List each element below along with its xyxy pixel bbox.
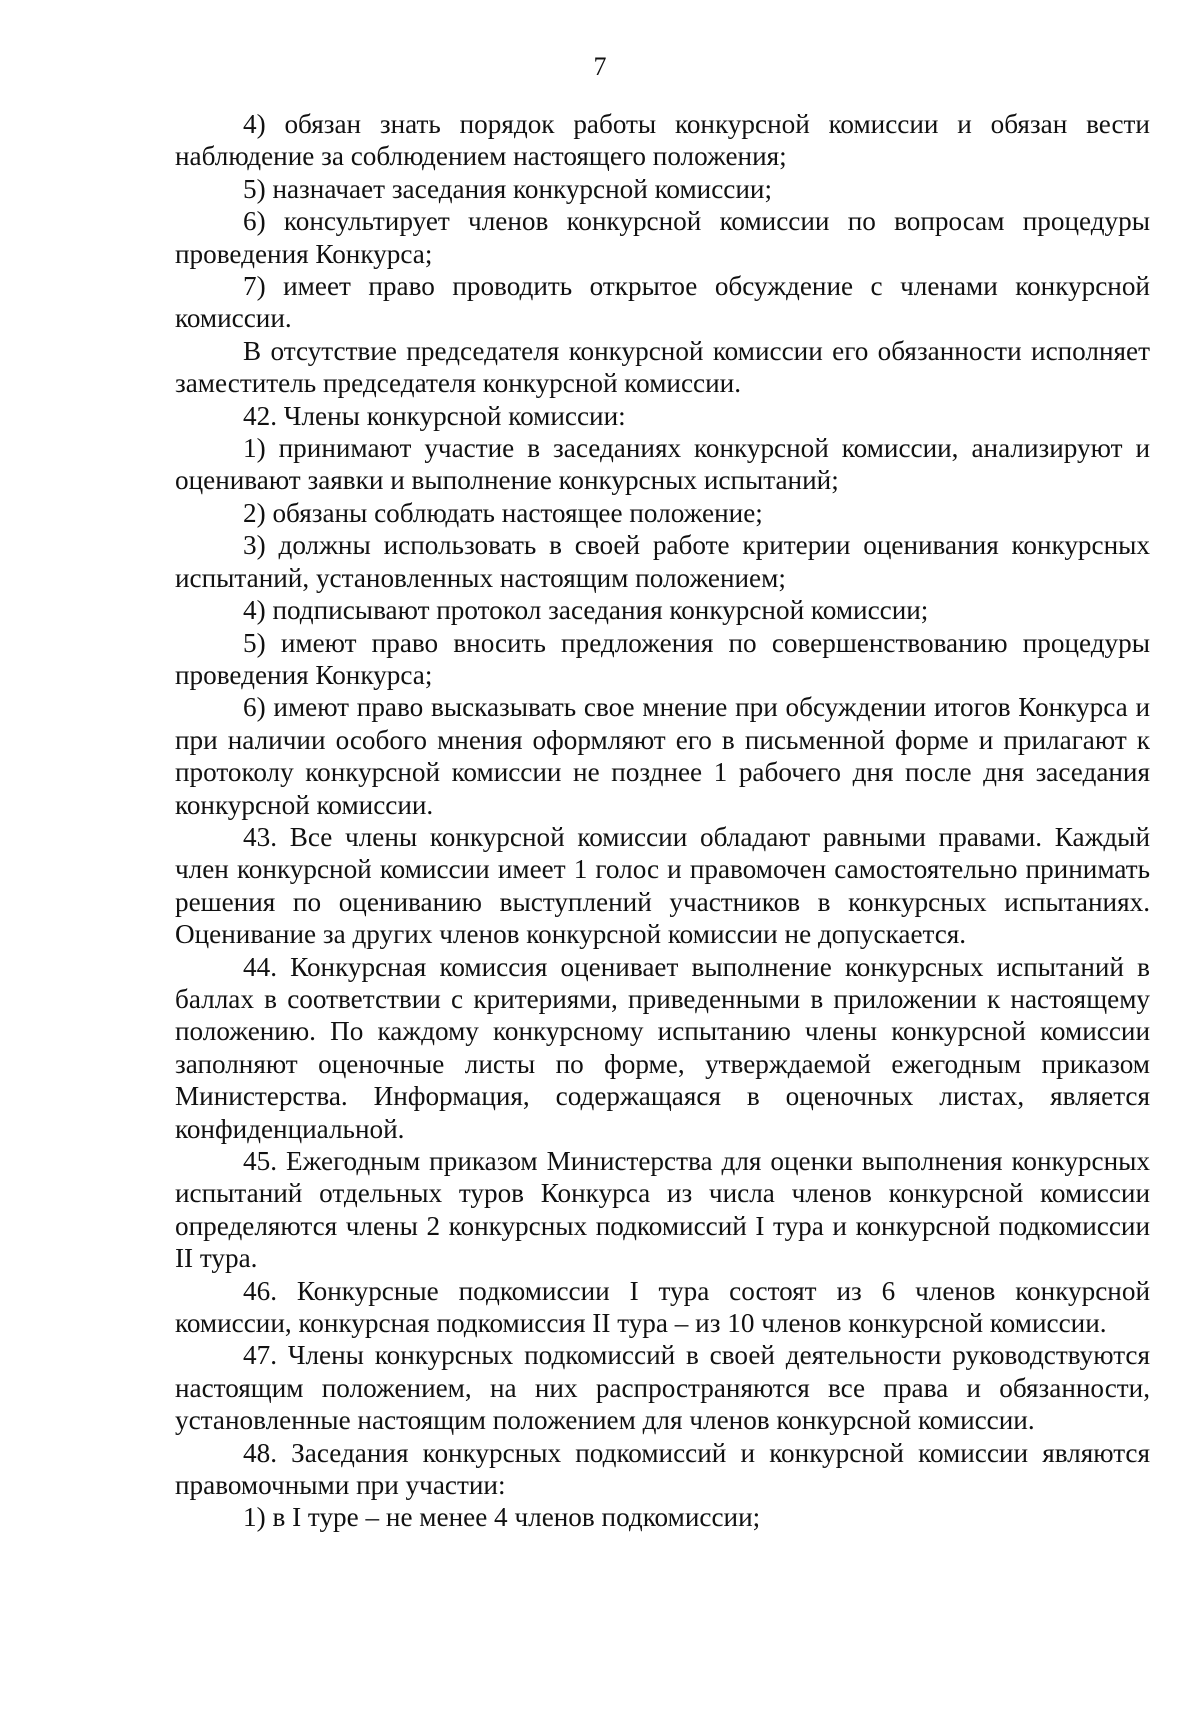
paragraph: 3) должны использовать в своей работе критерии оценивания конкурсных испытаний, установленных настоящим положением; xyxy=(175,530,1150,593)
paragraph: 4) подписывают протокол заседания конкурсной комиссии; xyxy=(243,595,929,626)
paragraph: 5) назначает заседания конкурсной комиссии; xyxy=(243,173,773,204)
paragraph: 4) обязан знать порядок работы конкурсной комиссии и обязан вести наблюдение за соблюдением настоящего положения; xyxy=(175,109,1150,172)
paragraph: 1) в I туре – не менее 4 членов подкомиссии; xyxy=(243,1502,761,1533)
paragraph: 48. Заседания конкурсных подкомиссий и конкурсной комиссии являются правомочными при участии: xyxy=(175,1437,1150,1501)
document-body xyxy=(175,108,1150,1534)
paragraph: 2) обязаны соблюдать настоящее положение; xyxy=(243,497,763,528)
paragraph: 7) имеет право проводить открытое обсуждение с членами конкурсной комиссии. xyxy=(175,271,1150,334)
paragraph: 6) консультирует членов конкурсной комиссии по вопросам процедуры проведения Конкурса; xyxy=(175,206,1150,269)
paragraph: 6) имеют право высказывать свое мнение при обсуждении итогов Конкурса и при наличии особого мнения оформляют его в письменной форме и прилагают к протоколу конкурсной комиссии не позднее 1 рабочего дня после дня заседания конкурсной комиссии. xyxy=(175,692,1150,820)
paragraph: 1) принимают участие в заседаниях конкурсной комиссии, анализируют и оценивают заявки и выполнение конкурсных испытаний; xyxy=(175,433,1150,496)
paragraph: В отсутствие председателя конкурсной комиссии его обязанности исполняет заместитель председателя конкурсной комиссии. xyxy=(175,335,1150,399)
paragraph: 47. Члены конкурсных подкомиссий в своей деятельности руководствуются настоящим положением, на них распространяются все права и обязанности, установленные настоящим положением для членов конкурсной комиссии. xyxy=(175,1340,1150,1436)
paragraph: 46. Конкурсные подкомиссии I тура состоят из 6 членов конкурсной комиссии, конкурсная подкомиссия II тура – из 10 членов конкурсной комиссии. xyxy=(175,1275,1150,1339)
paragraph: 5) имеют право вносить предложения по совершенствованию процедуры проведения Конкурса; xyxy=(175,627,1150,690)
page-number: 7 xyxy=(593,52,607,81)
paragraph: 45. Ежегодным приказом Министерства для оценки выполнения конкурсных испытаний отдельных туров Конкурса из числа членов конкурсной комиссии определяются члены 2 конкурсных подкомиссий I тура и конкурсной подкомиссии II тура. xyxy=(175,1146,1150,1274)
paragraph: 43. Все члены конкурсной комиссии обладают равными правами. Каждый член конкурсной комиссии имеет 1 голос и правомочен самостоятельно принимать решения по оцениванию выступлений участников в конкурсных испытаниях. Оценивание за других членов конкурсной комиссии не допускается. xyxy=(175,821,1150,950)
paragraph: 44. Конкурсная комиссия оценивает выполнение конкурсных испытаний в баллах в соответствии с критериями, приведенными в приложении к настоящему положению. По каждому конкурсному испытанию члены конкурсной комиссии заполняют оценочные листы по форме, утверждаемой ежегодным приказом Министерства. Информация, содержащаяся в оценочных листах, является конфиденциальной. xyxy=(175,951,1150,1144)
paragraph: 42. Члены конкурсной комиссии: xyxy=(243,400,626,431)
